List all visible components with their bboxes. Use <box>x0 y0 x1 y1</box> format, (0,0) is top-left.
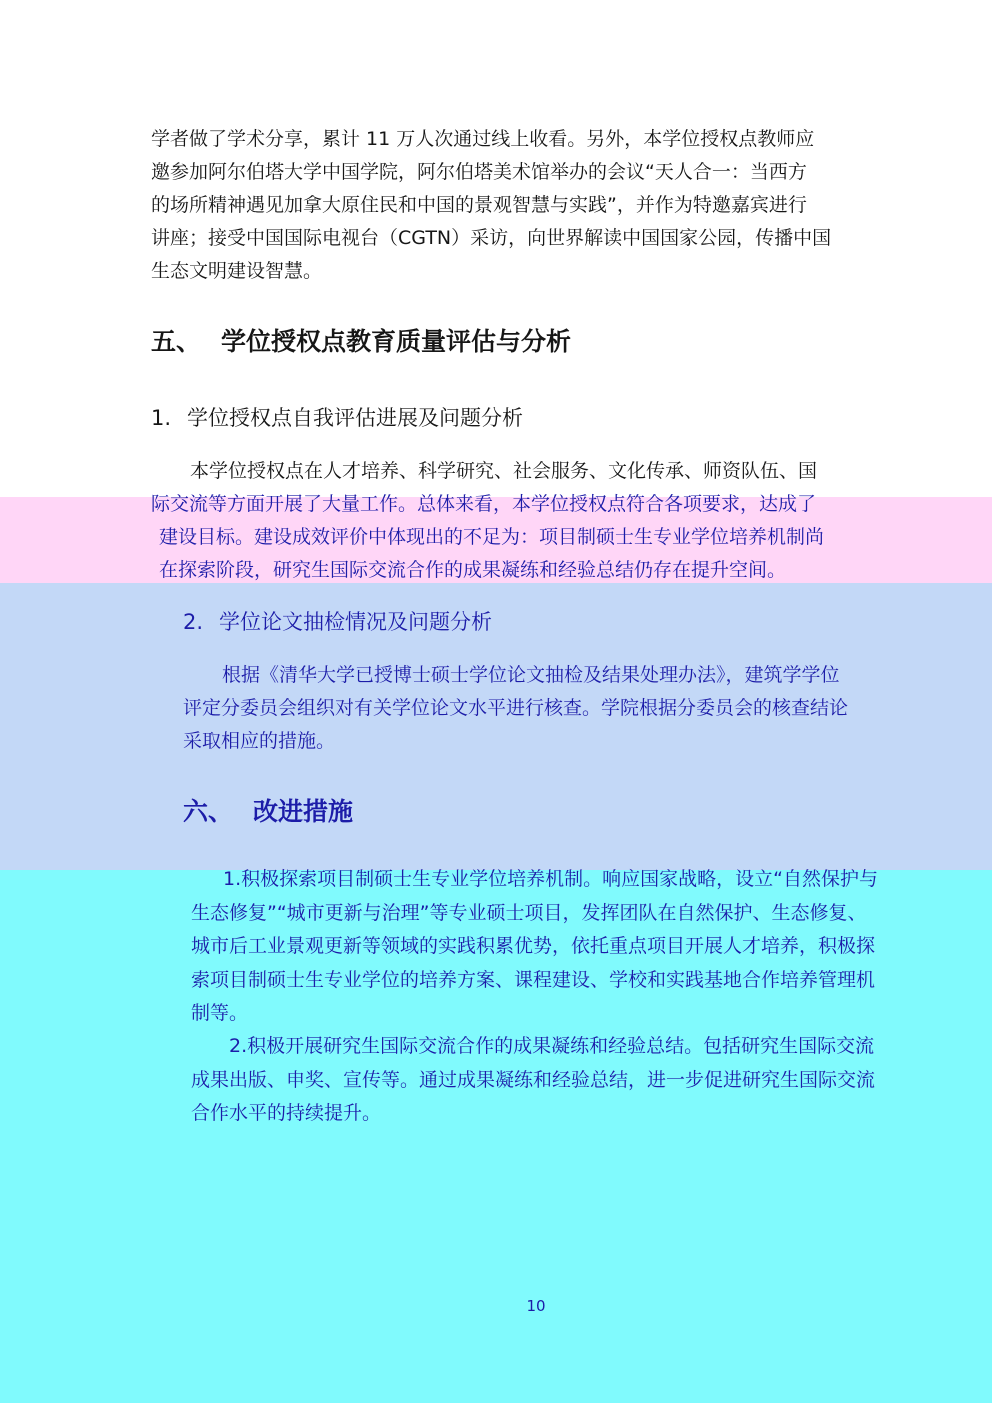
subsection-5-1-line-1: 本学位授权点在人才培养、科学研究、社会服务、文化传承、师资队伍、国 <box>190 460 818 482</box>
section-5-heading <box>151 322 571 358</box>
subsection-5-1-number: 1. <box>151 406 172 430</box>
subsection-5-1-line-3: 建设目标。建设成效评价中体现出的不足为：项目制硕士生专业学位培养机制尚 <box>159 526 825 548</box>
subsection-5-1-heading <box>151 402 523 432</box>
page-band-blue <box>0 583 992 870</box>
subsection-5-2-heading <box>183 606 492 636</box>
subsection-5-2-line-3: 采取相应的措施。 <box>183 730 336 752</box>
intro-line-5: 生态文明建设智慧。 <box>151 260 323 282</box>
subsection-5-2-number: 2. <box>183 610 204 634</box>
subsection-5-2-title: 学位论文抽检情况及问题分析 <box>219 610 492 634</box>
subsection-5-2-line-2: 评定分委员会组织对有关学位论文水平进行核查。学院根据分委员会的核查结论 <box>183 697 849 719</box>
section-6-title: 改进措施 <box>253 797 354 826</box>
intro-line-4: 讲座；接受中国国际电视台（CGTN）采访，向世界解读中国国家公园，传播中国 <box>151 227 832 249</box>
subsection-5-2-line-1: 根据《清华大学已授博士硕士学位论文抽检及结果处理办法》，建筑学学位 <box>222 664 840 686</box>
section-5-title: 学位授权点教育质量评估与分析 <box>221 327 572 356</box>
subsection-5-1-title: 学位授权点自我评估进展及问题分析 <box>187 406 523 430</box>
section-6-heading <box>183 792 353 828</box>
intro-line-1: 学者做了学术分享，累计 11 万人次通过线上收看。另外，本学位授权点教师应 <box>151 128 815 150</box>
improvement-item-1: 1.积极探索项目制硕士生专业学位培养机制。响应国家战略，设立“自然保护与生态修复”“城市更新与治理”等专业硕士项目，发挥团队在自然保护、生态修复、城市后工业景观更新等领域的实践积累优势，依托重点项目开展人才培养，积极探索项目制硕士生专业学位的培养方案、课程建设、学校和实践基地合作培养管理机制等。 <box>191 868 878 1024</box>
improvement-item-2: 2.积极开展研究生国际交流合作的成果凝练和经验总结。包括研究生国际交流成果出版、申奖、宣传等。通过成果凝练和经验总结，进一步促进研究生国际交流合作水平的持续提升。 <box>191 1035 876 1124</box>
subsection-5-1-line-4: 在探索阶段，研究生国际交流合作的成果凝练和经验总结仍存在提升空间。 <box>159 559 787 581</box>
intro-line-2: 邀参加阿尔伯塔大学中国学院，阿尔伯塔美术馆举办的会议“天人合一：当西方 <box>151 161 807 183</box>
subsection-5-1-line-2: 际交流等方面开展了大量工作。总体来看，本学位授权点符合各项要求，达成了 <box>151 493 817 515</box>
section-5-number: 五、 <box>151 327 202 356</box>
intro-line-3: 的场所精神遇见加拿大原住民和中国的景观智慧与实践”，并作为特邀嘉宾进行 <box>151 194 807 216</box>
section-6-number: 六、 <box>183 797 234 826</box>
page-number: 10 <box>526 1297 546 1315</box>
